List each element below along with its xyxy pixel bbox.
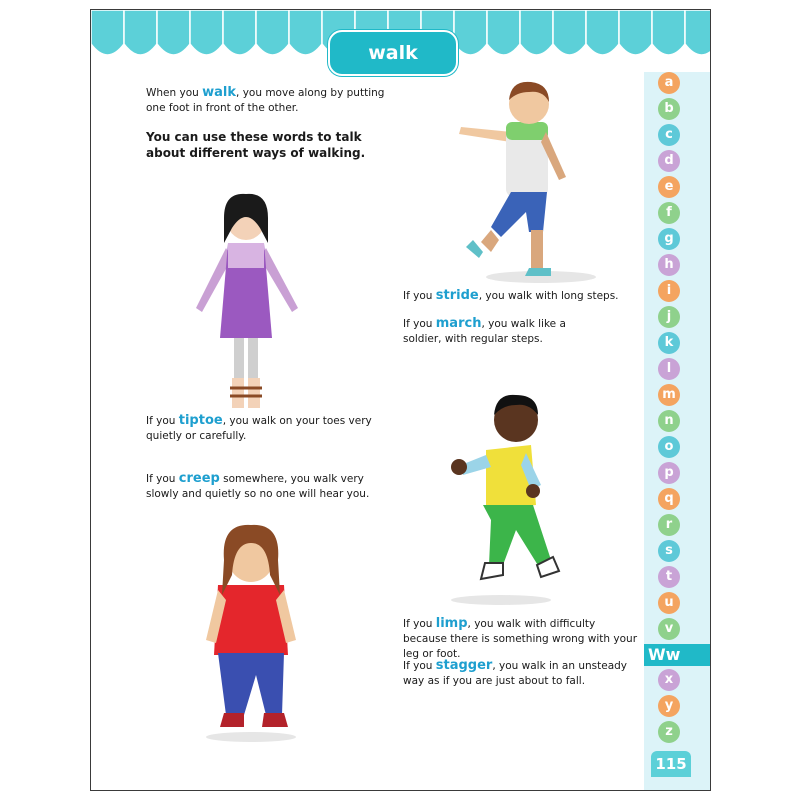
alphabet-letter-v[interactable]: v bbox=[658, 618, 680, 640]
creeping-girl-illustration bbox=[196, 515, 306, 745]
alphabet-letter-p[interactable]: p bbox=[658, 462, 680, 484]
scallop-shape bbox=[157, 10, 190, 55]
scallop-shape bbox=[619, 10, 652, 55]
alphabet-letter-y[interactable]: y bbox=[658, 695, 680, 717]
scallop-shape bbox=[685, 10, 710, 55]
tiptoe-girl-illustration bbox=[186, 188, 306, 413]
alphabet-letter-q[interactable]: q bbox=[658, 488, 680, 510]
alphabet-letter-t[interactable]: t bbox=[658, 566, 680, 588]
alphabet-letter-a[interactable]: a bbox=[658, 72, 680, 94]
current-letter-tab[interactable]: Ww bbox=[644, 644, 710, 666]
alphabet-letter-e[interactable]: e bbox=[658, 176, 680, 198]
scallop-shape bbox=[553, 10, 586, 55]
page-title: walk bbox=[328, 30, 458, 76]
alphabet-letter-n[interactable]: n bbox=[658, 410, 680, 432]
alphabet-letter-d[interactable]: d bbox=[658, 150, 680, 172]
striding-boy-illustration bbox=[451, 72, 601, 292]
scallop-shape bbox=[190, 10, 223, 55]
definition-stagger: If you stagger, you walk in an unsteady way as if you are just about to fall. bbox=[403, 658, 628, 687]
scallop-shape bbox=[289, 10, 322, 55]
alphabet-letter-h[interactable]: h bbox=[658, 254, 680, 276]
alphabet-letter-u[interactable]: u bbox=[658, 592, 680, 614]
scallop-shape bbox=[454, 10, 487, 55]
definition-tiptoe: If you tiptoe, you walk on your toes very quietly or carefully. bbox=[146, 413, 372, 442]
scallop-shape bbox=[520, 10, 553, 55]
alphabet-letter-r[interactable]: r bbox=[658, 514, 680, 536]
scallop-shape bbox=[487, 10, 520, 55]
definition-limp: If you limp, you walk with difficulty because there is something wrong with your leg or foot. bbox=[403, 616, 638, 660]
scallop-shape bbox=[223, 10, 256, 55]
dictionary-page bbox=[90, 9, 711, 791]
alphabet-letter-m[interactable]: m bbox=[658, 384, 680, 406]
intro-text: When you walk, you move along by putting one foot in front of the other. bbox=[146, 85, 385, 114]
alphabet-letter-x[interactable]: x bbox=[658, 669, 680, 691]
definition-march: If you march, you walk like a soldier, with regular steps. bbox=[403, 316, 566, 345]
alphabet-letter-o[interactable]: o bbox=[658, 436, 680, 458]
alphabet-letter-l[interactable]: l bbox=[658, 358, 680, 380]
definition-creep: If you creep somewhere, you walk very slowly and quietly so no one will hear you. bbox=[146, 471, 370, 500]
scallop-shape bbox=[124, 10, 157, 55]
subheading: You can use these words to talk about different ways of walking. bbox=[146, 130, 366, 160]
scallop-shape bbox=[91, 10, 124, 55]
limping-boy-illustration bbox=[441, 375, 561, 605]
alphabet-letter-g[interactable]: g bbox=[658, 228, 680, 250]
alphabet-letter-c[interactable]: c bbox=[658, 124, 680, 146]
alphabet-letter-k[interactable]: k bbox=[658, 332, 680, 354]
alphabet-letter-s[interactable]: s bbox=[658, 540, 680, 562]
alphabet-letter-i[interactable]: i bbox=[658, 280, 680, 302]
page-number: 115 bbox=[651, 751, 691, 777]
scallop-shape bbox=[652, 10, 685, 55]
definition-stride: If you stride, you walk with long steps. bbox=[403, 288, 619, 303]
alphabet-letter-j[interactable]: j bbox=[658, 306, 680, 328]
keyword-walk: walk bbox=[202, 85, 237, 100]
alphabet-letter-f[interactable]: f bbox=[658, 202, 680, 224]
scallop-shape bbox=[256, 10, 289, 55]
alphabet-letter-z[interactable]: z bbox=[658, 721, 680, 743]
scallop-shape bbox=[586, 10, 619, 55]
alphabet-letter-b[interactable]: b bbox=[658, 98, 680, 120]
